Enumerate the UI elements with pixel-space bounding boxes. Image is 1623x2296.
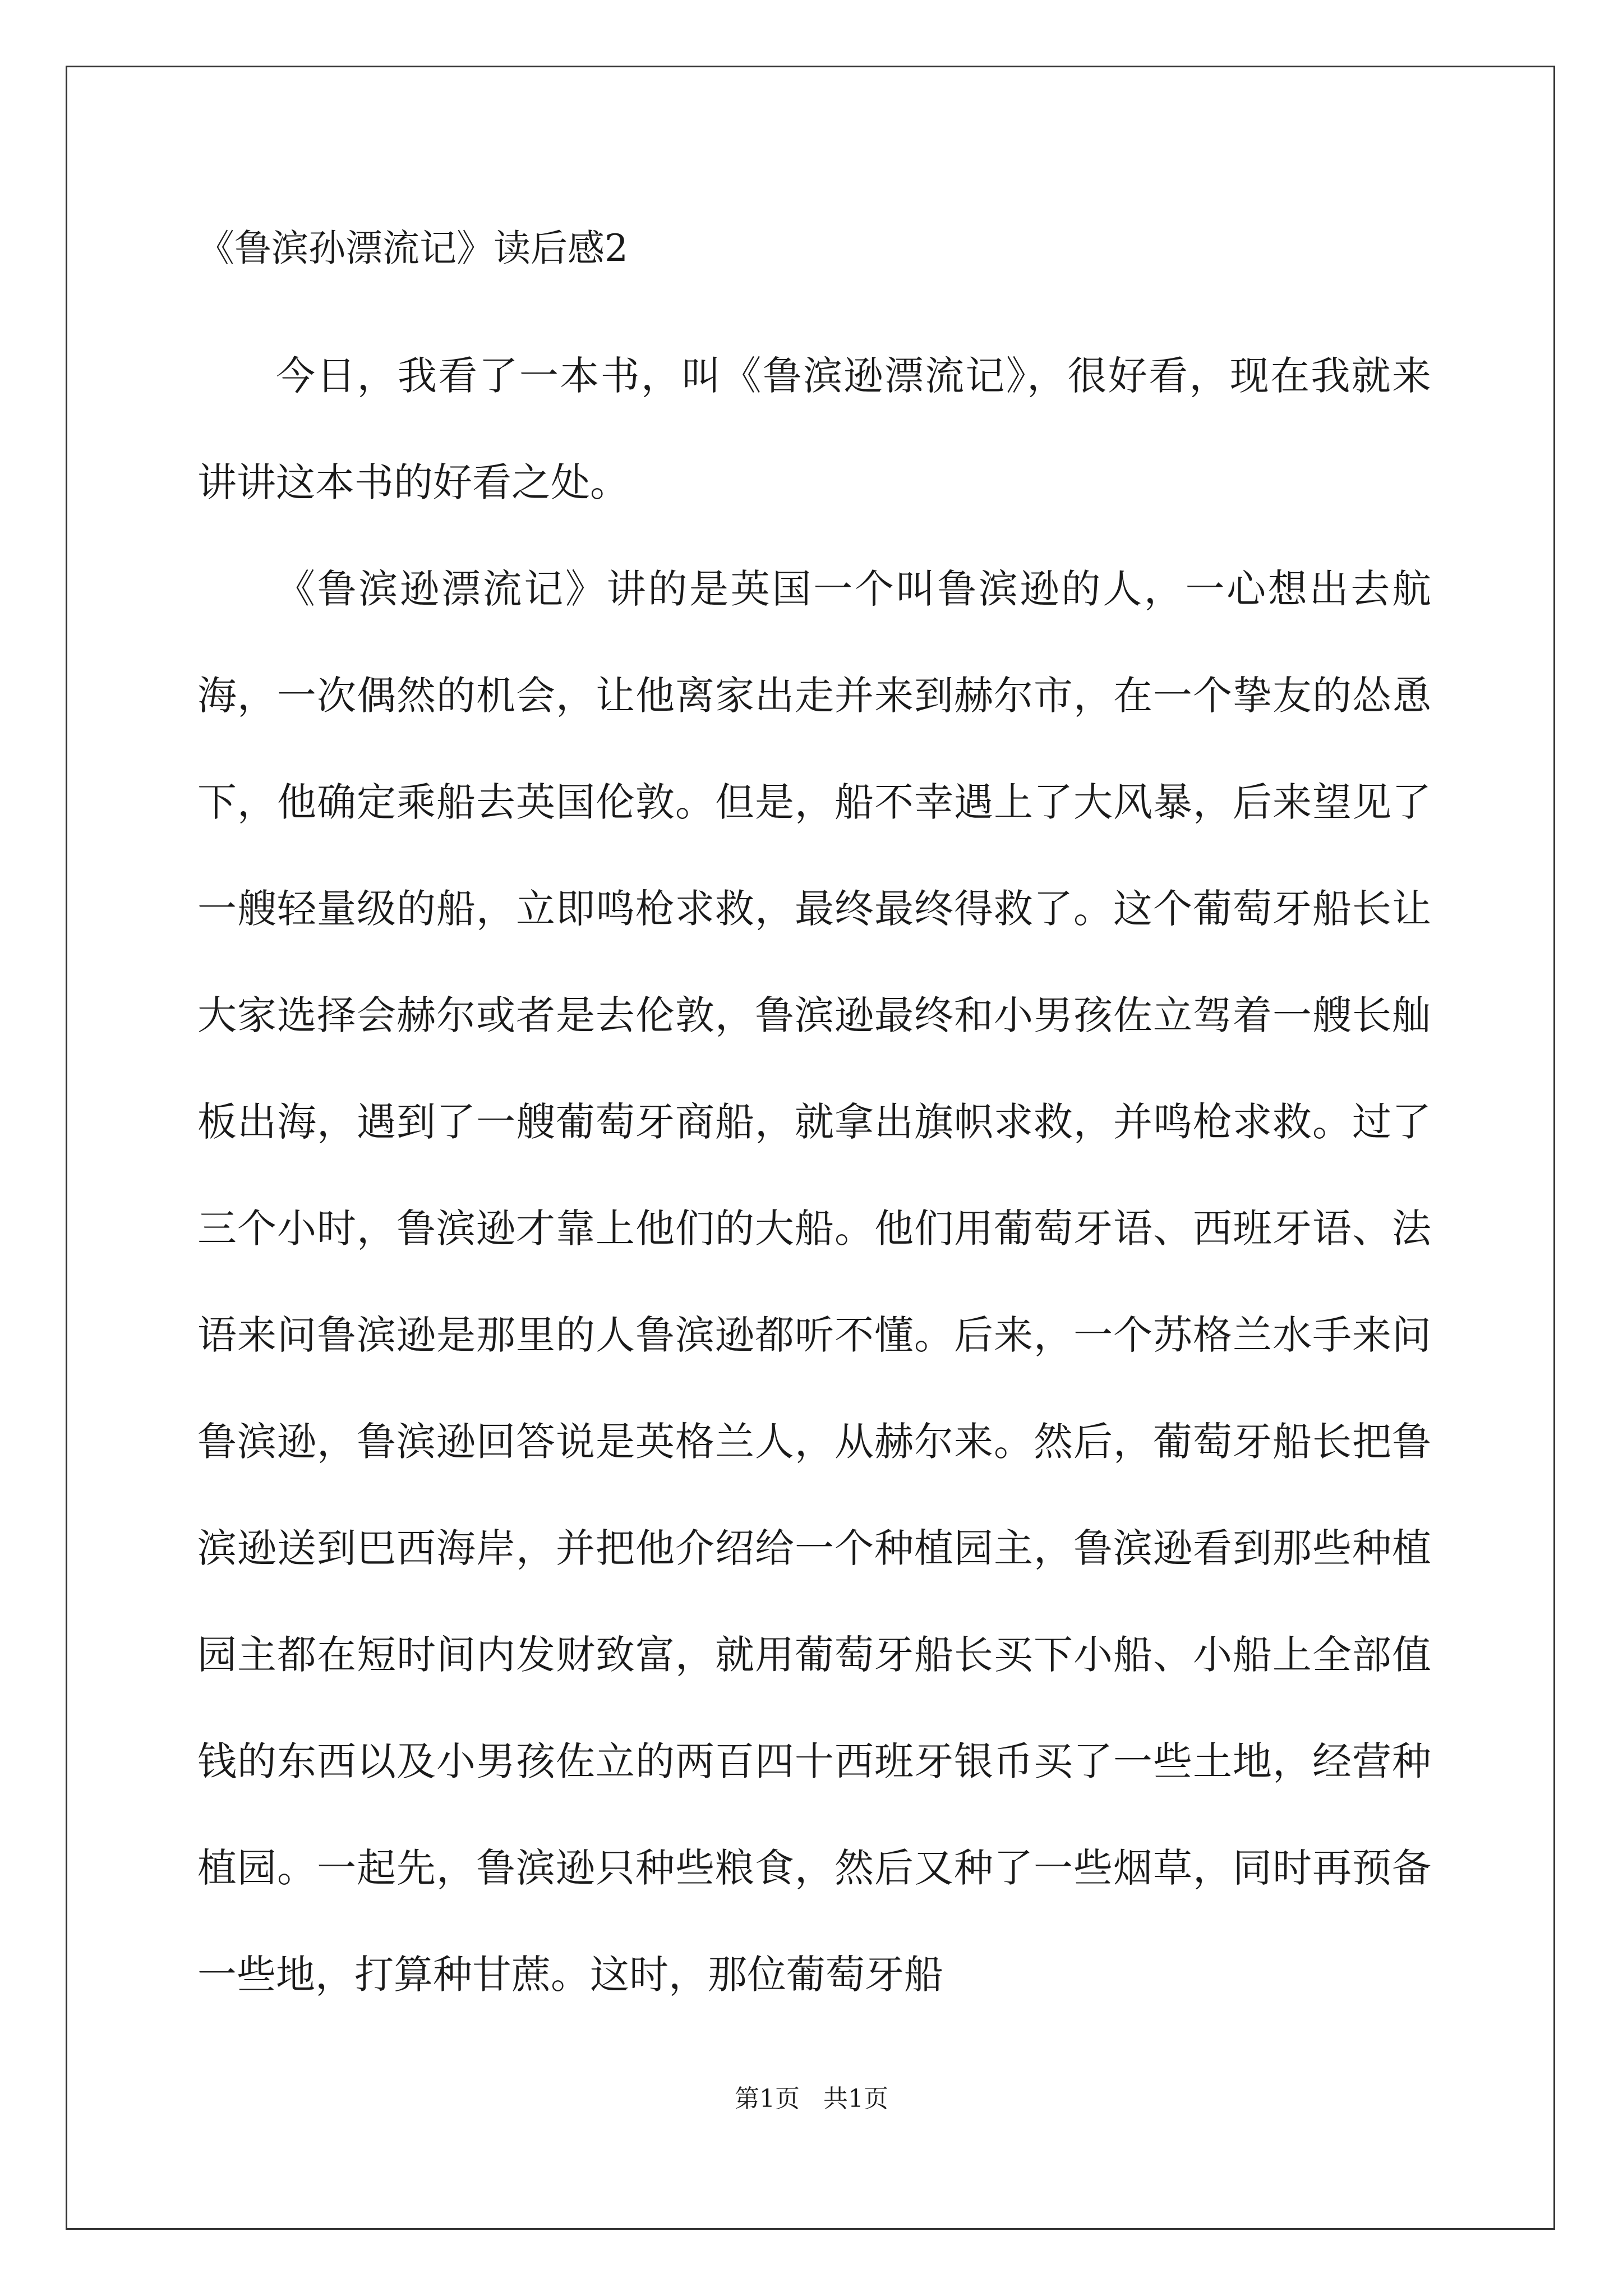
- document-body: [197, 323, 1431, 2028]
- document-title: 《鲁滨孙漂流记》读后感2: [197, 227, 628, 270]
- page-footer: 第1页 共1页: [735, 2085, 888, 2113]
- paragraph-2: 《鲁滨逊漂流记》讲的是英国一个叫鲁滨逊的人，一心想出去航海，一次偶然的机会，让他离家出走并来到赫尔市，在一个挚友的怂恿下，他确定乘船去英国伦敦。但是，船不幸遇上了大风暴，后来望见了一艘轻量级的船，立即鸣枪求救，最终最终得救了。这个葡萄牙船长让大家选择会赫尔或者是去伦敦，鲁滨逊最终和小男孩佐立驾着一艘长舢板出海，遇到了一艘葡萄牙商船，就拿出旗帜求救，并鸣枪求救。过了三个小时，鲁滨逊才靠上他们的大船。他们用葡萄牙语、西班牙语、法语来问鲁滨逊是那里的人鲁滨逊都听不懂。后来，一个苏格兰水手来问鲁滨逊，鲁滨逊回答说是英格兰人，从赫尔来。然后，葡萄牙船长把鲁滨逊送到巴西海岸，并把他介绍给一个种植园主，鲁滨逊看到那些种植园主都在短时间内发财致富，就用葡萄牙船长买下小船、小船上全部值钱的东西以及小男孩佐立的两百四十西班牙银币买了一些土地，经营种植园。一起先，鲁滨逊只种些粮食，然后又种了一些烟草，同时再预备一些地，打算种甘蔗。这时，那位葡萄牙船: [197, 566, 1431, 1998]
- paragraph-1: 今日，我看了一本书，叫《鲁滨逊漂流记》，很好看，现在我就来讲讲这本书的好看之处。: [197, 353, 1431, 505]
